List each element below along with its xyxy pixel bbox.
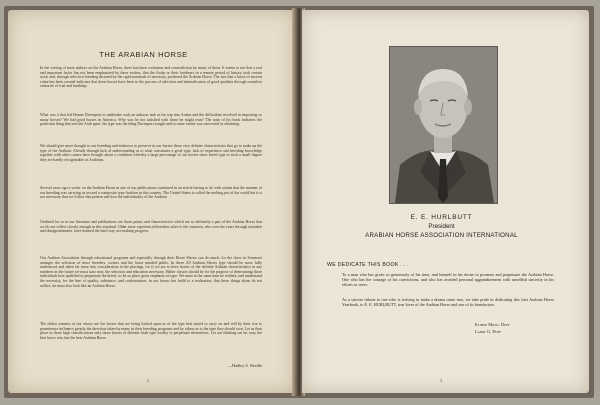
article-paragraph-3: We should give more thought to our breeding and endeavor to preserve in our horses those very definite characteristics that go to make up the type of the Arabian. Already through lack of understanding as to what constitutes a good type, lack of experience and breeding knowledge together with other causes have brought about a condition whereby a large percentage of our horses show breed type to such a small degree they are hardly recognizable as Arabians. — [40, 144, 262, 162]
article-author: —Hadley S. Beedle — [227, 364, 262, 368]
article-title: THE ARABIAN HORSE — [99, 50, 188, 59]
article-paragraph-7: The oldest winners of our shows are the horses that are being looked upon as of the type best suited to carry on and will by their rise to prominence influence greatly the direction taken by many in their breeding programs and by others as to the type they should own. Let us then place in those high classifications only those horses of definite Arab type worthy to perpetuate themselves. Let our thinking cut be, may the best horse win, but the best Arabian Horse. — [40, 322, 262, 340]
dedication-title: WE DEDICATE THIS BOOK . . . — [327, 262, 409, 268]
president-title: President — [428, 223, 455, 230]
signature-esther: Esther Mong. Duff — [475, 322, 510, 327]
article-paragraph-1: In the writing of most authors on the Arabian Horse, there has been confusion and contradiction by many of them. It seems to me that a real and important factor has not been emphasized by these writers, that the Arabs or their forebears in a remote period of history took certain stock and, through selective breeding dictated by the rigid standards of necessity, produced the Arabian Horse. The fact that a horse of ancient value has been created indicates that these horses have been in the process of selection and intensification of good qualities through countless centuries of trial and hardship. — [40, 66, 262, 89]
article-paragraph-5: Outlined for us in our literature and publications are those points and characteristics which are so definitely a part of the Arabian Horse that we do not reflect closely enough in this standard. Older more experienced breeders alive to the situation, who over the years through mistakes and disappointments, have learned the hard way, are making progress. — [40, 220, 262, 234]
portrait-photo — [389, 46, 498, 204]
president-name: E. E. HURLBUTT — [410, 214, 473, 221]
signature-larry: Larry G. Duff — [475, 329, 501, 334]
left-page-number: 2 — [147, 378, 149, 383]
article-paragraph-2: What was it that led Homer Davenport to undertake such an arduous task as his trip into Arabia and the difficulties involved in importing so many horses? We had good horses in America. Why was he not satisfied with those he might own? The train of his book indicates the particular thing that sets the Arab apart, his type was the thing Davenport sought and to some extent was successful in obtaining. — [40, 113, 262, 127]
article-paragraph-4: Several years ago a writer on the Arabian Horse in one of our publications continued in an article having to do with strains that the manner of our breeding was carrying us toward a composite type Arabian in this country. The United States is called the melting pot of the world but it is not necessary that we follow this pattern and lose the individuality of the Arabian. — [40, 186, 262, 200]
article-paragraph-6: Our Arabian Association through educational programs and especially through their Horse Shows can do much, for the show in Somerset arranges the selection of more breeders, owners and the horse minded public. In these All Arabian Shows type should be more fully understood and taken far more into consideration in the placings, for if we are to have horses of the definite Arabian characteristics in any numbers in the future we must start now, the selection and education necessary. Halter classes should be for the purpose of determining those individuals best qualified to perpetuate the breed, so let us place great emphasis on type. We must at the same time be realistic and understand the necessity, for the best of quality, substance, and conformation, in our horses but build to a realization, that these things alone do not suffice, he must also look like an Arabian Horse. — [40, 256, 262, 288]
organization-name: ARABIAN HORSE ASSOCIATION INTERNATIONAL — [365, 232, 518, 239]
dedication-paragraph-2: As a sincere tribute to one who is striving to make a dream come true, we take pride in dedicating this first Arabian Horse Yearbook, to E. E. HURLBUTT, true lover of the Arabian Horse and one of its benefactors. — [342, 297, 554, 307]
right-page-number: 3 — [440, 378, 442, 383]
dedication-paragraph-1: To a man who has given so generously of his time, and himself in his desire to promote and perpetuate the Arabian Horse. One who has the courage of his convictions, and who has avoided personal aggrandizement with unselfish sincerity in his efforts to serve. — [342, 272, 554, 287]
